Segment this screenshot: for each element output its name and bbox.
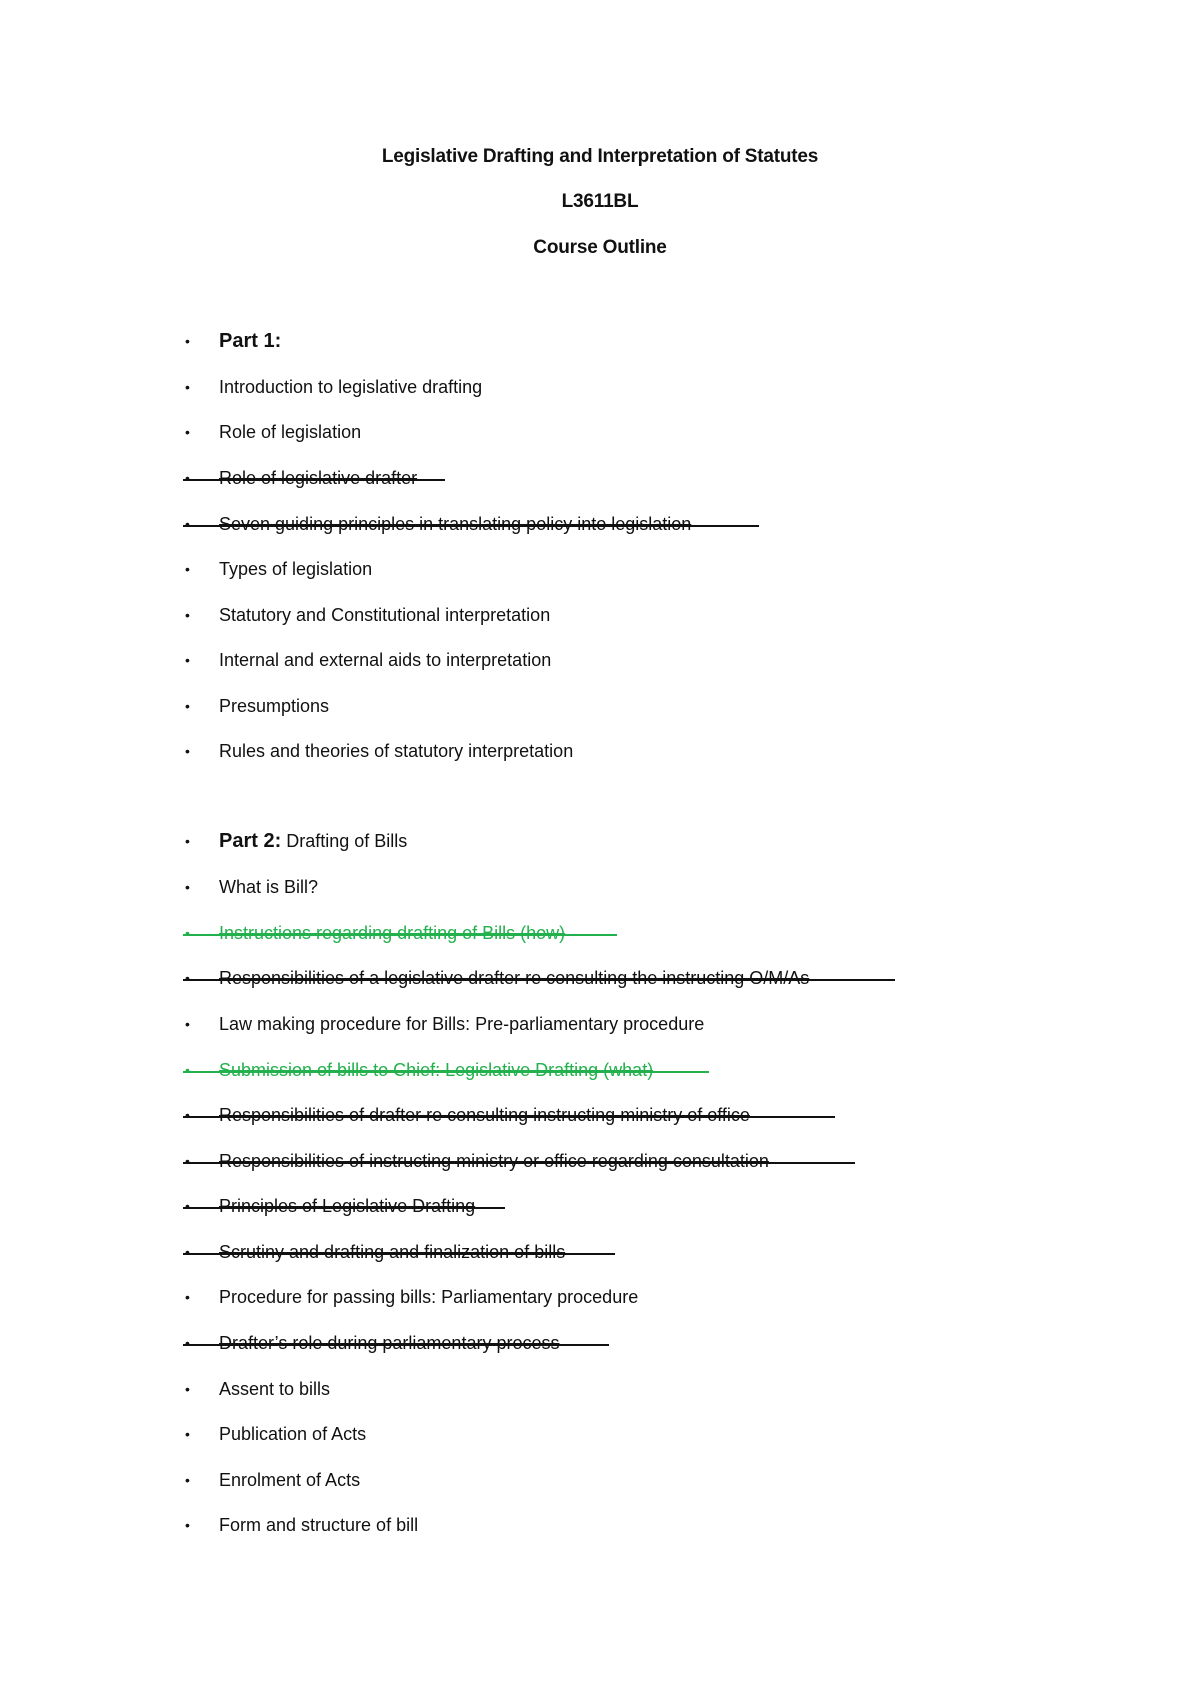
list-item-text: Role of legislation — [219, 422, 362, 442]
bullet: • — [185, 833, 190, 849]
part1-label-wrap — [219, 328, 281, 354]
list-item-text: Submission of bills to Chief: Legislative Drafting (what) — [219, 1060, 654, 1080]
list-item-text: Seven guiding principles in translating policy into legislation — [219, 514, 692, 534]
part1-label: Part 1: — [219, 330, 282, 352]
bullet: • — [185, 1062, 190, 1078]
list-item-text: Law making procedure for Bills: Pre-parliamentary procedure — [219, 1014, 705, 1034]
document-subtitle: Course Outline — [533, 237, 667, 258]
bullet: • — [185, 1107, 190, 1123]
list-item-text: Form and structure of bill — [219, 1515, 419, 1535]
part2-heading-text: Drafting of Bills — [286, 831, 408, 851]
list-item-text: Types of legislation — [219, 559, 373, 579]
bullet: • — [185, 1153, 190, 1169]
list-item-text: Rules and theories of statutory interpretation — [219, 741, 574, 761]
list-item-text: Statutory and Constitutional interpretation — [219, 605, 551, 625]
list-item-text: Presumptions — [219, 696, 330, 716]
list-item-text: Assent to bills — [219, 1379, 331, 1399]
bullet: • — [185, 1426, 190, 1442]
bullet: • — [185, 1472, 190, 1488]
list-item-text: Enrolment of Acts — [219, 1470, 361, 1490]
list-item-text: What is Bill? — [219, 877, 319, 897]
bullet: • — [185, 652, 190, 668]
bullet: • — [185, 925, 190, 941]
bullet: • — [185, 379, 190, 395]
list-item-text: Responsibilities of drafter re consulting instructing ministry of office — [219, 1105, 750, 1125]
list-item-text: Drafter’s role during parliamentary process — [219, 1333, 560, 1353]
part2-header-wrap — [219, 828, 407, 854]
bullet: • — [185, 1517, 190, 1533]
list-item-text: Introduction to legislative drafting — [219, 377, 483, 397]
bullet: • — [185, 1381, 190, 1397]
bullet: • — [185, 743, 190, 759]
bullet: • — [185, 698, 190, 714]
list-item-text: Principles of Legislative Drafting — [219, 1196, 476, 1216]
bullet: • — [185, 470, 190, 486]
bullet: • — [185, 1198, 190, 1214]
list-item-text: Instructions regarding drafting of Bills (how) — [219, 923, 566, 943]
part2-label: Part 2: — [219, 830, 282, 852]
bullet: • — [185, 879, 190, 895]
bullet: • — [185, 1244, 190, 1260]
document-title: Legislative Drafting and Interpretation of Statutes — [381, 146, 819, 167]
bullet: • — [185, 516, 190, 532]
list-item-text: Responsibilities of instructing ministry or office regarding consultation — [219, 1151, 769, 1171]
bullet: • — [185, 333, 190, 349]
bullet: • — [185, 1335, 190, 1351]
list-item-text: Responsibilities of a legislative drafter re consulting the instructing O/M/As — [219, 968, 810, 988]
bullet: • — [185, 424, 190, 440]
list-item-text: Internal and external aids to interpretation — [219, 650, 552, 670]
bullet: • — [185, 1289, 190, 1305]
list-item-text: Procedure for passing bills: Parliamentary procedure — [219, 1287, 639, 1307]
bullet: • — [185, 970, 190, 986]
bullet: • — [185, 1016, 190, 1032]
list-item-text: Role of legislative drafter — [219, 468, 418, 488]
bullet: • — [185, 561, 190, 577]
list-item-text: Publication of Acts — [219, 1424, 367, 1444]
bullet: • — [185, 607, 190, 623]
course-code: L3611BL — [561, 191, 639, 212]
list-item-text: Scrutiny and drafting and finalization of bills — [219, 1242, 566, 1262]
